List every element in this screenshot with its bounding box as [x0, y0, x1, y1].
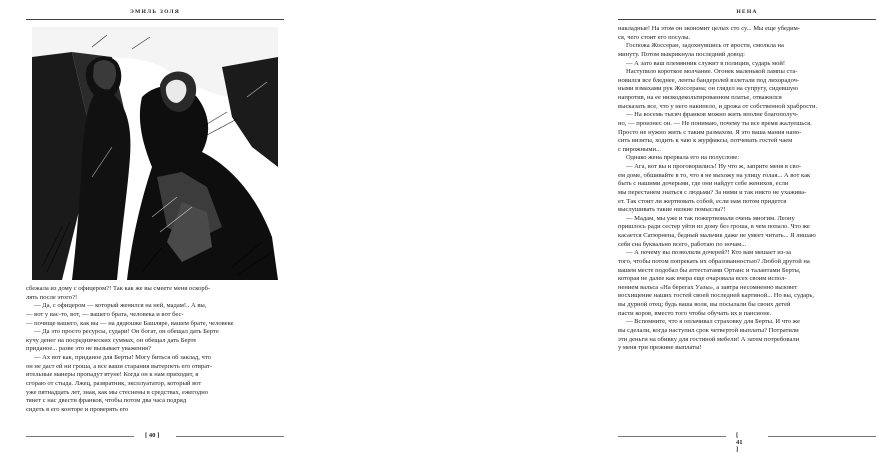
text-line: — Вспомните, что я оплачивал страховку для Берты. И что же: [626, 318, 801, 326]
text-line: нением вальса «На берегах Уазы», а завтра несомненно вызовет: [618, 283, 798, 291]
text-line: накладные! На этом он экономит целых сто су... Мы еще убедим-: [618, 25, 800, 32]
text-line: сидеть в его конторе и проверять его: [26, 405, 129, 413]
text-line: сбежала из дому с офицером?! Так как же вы смеете меня оскорб-: [26, 285, 211, 292]
text-line: новился все бледнее, ленты бандеролей взлетали под лихорадоч-: [618, 76, 800, 84]
text-line: — Ага, вот вы и проговорились! Ну что ж, заприте меня в сво-: [626, 163, 802, 170]
text-line: минуту. Потом выкрикнула последний довод:: [618, 50, 745, 58]
text-line: он не даст ей ни гроша, а все ваши старания вытерпеть его отврат-: [26, 362, 212, 370]
text-line: приданое... разве это не вызывает уважения?: [26, 345, 151, 353]
text-line: сить визиты, ходить к чаю к журфиксы, потчевать гостей чаем: [618, 137, 793, 145]
text-line: которая не далее как вчера еще очаровала всех своим испол-: [618, 275, 787, 283]
text-line: с пирожными...: [618, 145, 661, 153]
text-line: — вот у вас-то, вот, — вашего брата, человека и вот бес-: [26, 310, 184, 318]
text-line: ительные манеры пропадут втуне! Когда он к нам приходит, я: [26, 371, 199, 379]
footer-rule-left: [26, 436, 134, 437]
footer-rule-left: [618, 436, 726, 437]
text-line: но, — произнес он. — Не понимаю, почему ты все время жалуешься.: [618, 119, 812, 127]
text-line: ет. Так стоит ли жертвовать собой, если нам потом придется: [618, 197, 787, 205]
page-number: [ 40 ]: [145, 432, 160, 439]
text-line: пришлось ради сестер уйти из дому без гроша, в чем попало. Что же: [618, 223, 810, 231]
text-line: касается Сатюрнена, бедный мальчик даже не умеет читать... Я лишаю: [618, 232, 816, 239]
right-page: [300, 0, 818, 453]
left-page: [0, 0, 300, 450]
text-line: выслушивать такие низкие помыслы?!: [618, 206, 726, 214]
ink-illustration: [32, 27, 278, 280]
text-line: Госпожа Жоссеран, задохнувшись от ярости, смолкла на: [626, 42, 784, 50]
text-line: Наступило короткое молчание. Огонек маленькой лампы ста-: [626, 68, 798, 76]
text-line: вы дурной отец; будь ваша воля, вы посылали бы своих детей: [618, 301, 791, 308]
text-line: эти деньги на обивку для гостиной мебели! А затем потребовали: [618, 335, 800, 343]
footer-rule-right: [176, 436, 284, 437]
text-line: мы перестанем знаться с людьми? За ними и так никто не ухажива-: [618, 188, 807, 196]
text-line: — Да, с офицером — который женился на ней, мадам!.. А вы,: [34, 302, 207, 310]
right-page-text: [618, 25, 876, 353]
running-head-title: НЕНА: [736, 9, 758, 15]
text-line: — А зато ваш племянник служит в полиции, сударь мой!: [626, 59, 786, 67]
header-rule: [618, 19, 876, 20]
text-line: Однако жена прервала его на полуслове:: [626, 154, 740, 162]
text-line: лять после этого?!: [26, 293, 78, 301]
text-line: пасти коров, вместо того чтобы обучать их в пансионе.: [618, 309, 772, 317]
text-line: уже пятнадцать лет, зная, как мы стеснены в средствах, ежегодно: [26, 388, 209, 396]
text-line: — Мадам, мы уже и так пожертвовали очень многим. Леону: [626, 214, 795, 222]
text-line: — Ах вот как, приданое для Берты! Могу биться об заклад, что: [34, 354, 211, 361]
text-line: — Да это просто ресурсы, судари! Он богат, он обещал дать Берте: [34, 328, 219, 336]
text-line: у меня три прежние выплаты!: [618, 344, 702, 352]
text-line: ся, чего стоит его посулы.: [618, 33, 691, 41]
text-line: — почище вашего, как вы — на дядюшке Башляре, вашем брате, человеке: [26, 319, 234, 327]
text-line: — А почему вы позволили дочерей?! Кто вам мешает из-за: [626, 249, 792, 257]
text-line: кучу денег на посреднических суммах, он обещал дать Берте: [26, 336, 197, 344]
text-line: того, чтобы потом попрекать их образованностью? Любой другой на: [618, 257, 810, 265]
text-line: вы сделали, когда наступил срок четвертой выплаты? Потратили: [618, 326, 799, 334]
text-line: высказать все, что у него накипело, и дрожа от собственной храбрости.: [618, 102, 818, 110]
text-line: восхищение наших гостей своей последней картиной... Но вы, сударь,: [618, 292, 814, 300]
text-line: быть с нашими дочерьми, где они найдут себе женихов, если: [618, 180, 789, 188]
text-line: себя сна буквально всего, работаю по ночам...: [618, 240, 747, 248]
text-line: напротив, на ее низкодекольтированном платье, отважился: [618, 94, 782, 101]
text-line: ем доме, обшивайте в то, что я не выхожу на улицу голая... А вот как: [618, 171, 811, 179]
text-line: ными взмахами рук Жоссерана; он глядел на супругу, сидевшую: [618, 85, 799, 93]
text-line: Просто не нужно жить с таким размахом. Я это ваша мания нано-: [618, 128, 802, 136]
text-line: вашем месте подобал бы аттестатами Ортанс и талантами Берты,: [618, 266, 801, 274]
header-rule: [26, 19, 284, 20]
text-line: — На восемь тысяч франков можно жить вполне благополуч-: [626, 111, 799, 119]
left-page-text: [26, 285, 284, 414]
text-line: сгораю от стыда. Лжец, развратник, эксплуататор, который вот: [26, 379, 202, 387]
running-head-author: ЭМИЛЬ ЗОЛЯ: [130, 9, 180, 15]
text-line: тянет с нас двести франков, чтобы потом два часа подряд: [26, 397, 187, 405]
footer-rule-right: [768, 436, 876, 437]
page-number: [ 41 ]: [736, 432, 743, 453]
